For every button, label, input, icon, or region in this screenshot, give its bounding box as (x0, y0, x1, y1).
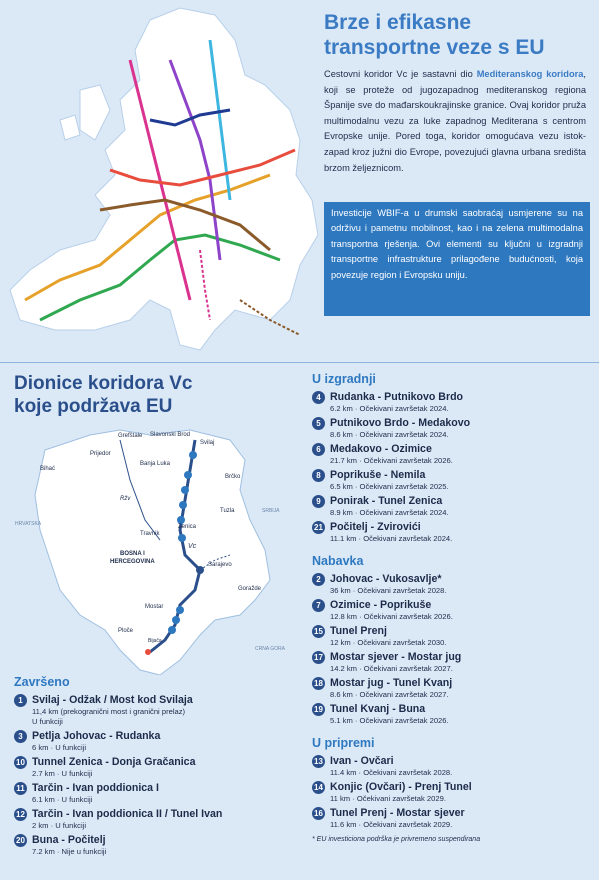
map-label-slavonski-brod: Slavonski Brod (150, 432, 191, 438)
segment-name: Putnikovo Brdo - Medakovo (330, 417, 471, 429)
segment-desc: 12.8 km · Očekivani završetak 2026. (330, 612, 453, 621)
segment-desc: 7.2 km · Nije u funkciji (32, 847, 107, 856)
segment-name: Ozimice - Poprikuše (330, 599, 432, 611)
segment-badge: 12 (14, 808, 27, 821)
segment-desc: 6.1 km · U funkciji (32, 795, 93, 804)
completed-column (14, 675, 314, 867)
list-item (312, 755, 592, 778)
page-title (324, 10, 584, 60)
map-label-ploce: Ploče (118, 628, 134, 634)
section-title-line-2: koje podržava EU (14, 396, 173, 417)
segment-badge: 15 (312, 625, 325, 638)
list-item (312, 573, 592, 596)
completed-section (14, 675, 314, 857)
segment-name: Rudanka - Putnikovo Brdo (330, 391, 464, 403)
segment-desc: 2 km · U funkciji (32, 821, 87, 830)
segment-badge: 5 (312, 417, 325, 430)
map-label-brcko: Brčko (225, 474, 241, 480)
list-item (312, 807, 592, 830)
segment-desc: 5.1 km · Očekivani završetak 2026. (330, 716, 449, 725)
intro-paragraph (324, 67, 586, 176)
segment-name: Ponirak - Tunel Zenica (330, 495, 443, 507)
segment-desc: 12 km · Očekivani završetak 2030. (330, 638, 447, 647)
section-title-line-1: Dionice koridora Vc (14, 373, 193, 394)
map-label-grefstale: Grefštale (118, 433, 143, 439)
segment-desc: 11.4 km · Očekivani završetak 2028. (330, 768, 453, 777)
in-construction-heading: U izgradnji (312, 372, 376, 386)
map-label-bijaca: Bijača (148, 638, 162, 644)
segment-badge: 20 (14, 834, 27, 847)
list-item (14, 834, 314, 857)
segment-badge: 17 (312, 651, 325, 664)
segment-badge: 11 (14, 782, 27, 795)
segment-badge: 18 (312, 677, 325, 690)
segment-name: Johovac - Vukosavlje* (330, 573, 442, 585)
procurement-heading: Nabavka (312, 554, 364, 568)
segment-name: Tunel Prenj - Mostar sjever (330, 807, 465, 819)
segment-badge: 14 (312, 781, 325, 794)
segment-badge: 3 (14, 730, 27, 743)
segment-badge: 4 (312, 391, 325, 404)
segment-name: Tunel Kvanj - Buna (330, 703, 426, 715)
map-label-srbija: SRBIJA (262, 508, 280, 514)
segment-badge: 10 (14, 756, 27, 769)
segment-desc: 11 km · Očekivani završetak 2029. (330, 794, 446, 803)
list-item (312, 677, 592, 700)
map-label-mostar: Mostar (145, 604, 164, 610)
list-item (312, 703, 592, 726)
segment-desc: 8.6 km · Očekivani završetak 2027. (330, 690, 449, 699)
in-construction-section (312, 372, 592, 544)
segment-name: Poprikuše - Nemila (330, 469, 426, 481)
section-title (14, 372, 294, 418)
segment-name: Počitelj - Zvirovići (330, 521, 421, 533)
segment-badge: 9 (312, 495, 325, 508)
title-line-1: Brze i efikasne (324, 11, 472, 34)
segment-name: Tunnel Zenica - Donja Gračanica (32, 756, 196, 768)
map-label-gorazde: Goražde (238, 586, 262, 592)
list-item (312, 521, 592, 544)
list-item (312, 417, 592, 440)
list-item (312, 599, 592, 622)
map-label-bihac: Bihać (40, 466, 56, 472)
map-label-tuzla: Tuzla (220, 508, 235, 514)
map-label-vc: Vc (188, 543, 197, 550)
completed-heading: Završeno (14, 675, 70, 689)
segment-desc: 14.2 km · Očekivani završetak 2027. (330, 664, 453, 673)
list-item (312, 781, 592, 804)
map-label-bih-2: HERCEGOVINA (110, 559, 155, 565)
list-item (14, 756, 314, 779)
segment-desc: 6.5 km · Očekivani završetak 2025. (330, 482, 449, 491)
map-label-travnik: Travnik (140, 531, 160, 537)
segment-name: Mostar jug - Tunel Kvanj (330, 677, 453, 689)
segment-name: Svilaj - Odžak / Most kod Svilaja (32, 694, 193, 706)
segment-desc: 11.6 km · Očekivani završetak 2029. (330, 820, 453, 829)
segment-desc: 36 km · Očekivani završetak 2028. (330, 586, 447, 595)
list-item (14, 694, 314, 727)
procurement-section (312, 554, 592, 726)
map-label-banja-luka: Banja Luka (140, 461, 171, 467)
segment-desc: 11.1 km · Očekivani završetak 2024. (330, 534, 453, 543)
map-label-hrvatska: HRVATSKA (15, 521, 42, 527)
bih-corridor-map (0, 420, 320, 675)
segment-desc: 21.7 km · Očekivani završetak 2026. (330, 456, 453, 465)
map-label-sarajevo: Sarajevo (208, 562, 232, 568)
list-item (14, 808, 314, 831)
mediterranean-corridor-link: Mediteranskog koridora (476, 69, 584, 79)
suspension-footnote: * EU investiciona podrška je privremeno suspendirana (312, 836, 481, 843)
segment-desc: 6.2 km · Očekivani završetak 2024. (330, 404, 449, 413)
segment-name: Tarčin - Ivan poddionica II / Tunel Ivan (32, 808, 223, 820)
segment-badge: 16 (312, 807, 325, 820)
segment-badge: 8 (312, 469, 325, 482)
segment-name: Buna - Počitelj (32, 834, 106, 846)
status-column (312, 372, 592, 853)
segment-name: Medakovo - Ozimice (330, 443, 432, 455)
preparation-section (312, 736, 592, 843)
segment-desc: 8.6 km · Očekivani završetak 2024. (330, 430, 449, 439)
map-label-rzv: Ržv (120, 496, 131, 502)
segment-name: Tunel Prenj (330, 625, 387, 637)
section-divider (0, 362, 599, 363)
wbif-info-box (324, 202, 590, 316)
map-label-crna-gora: CRNA GORA (255, 646, 286, 652)
preparation-heading: U pripremi (312, 736, 375, 750)
segment-badge: 19 (312, 703, 325, 716)
list-item (14, 730, 314, 753)
segment-name: Petlja Johovac - Rudanka (32, 730, 161, 742)
list-item (312, 651, 592, 674)
segment-status: U funkciji (32, 717, 63, 726)
segment-desc: 2.7 km · U funkciji (32, 769, 93, 778)
segment-badge: 21 (312, 521, 325, 534)
list-item (14, 782, 314, 805)
title-line-2: transportne veze s EU (324, 36, 545, 59)
segment-name: Ivan - Ovčari (330, 755, 394, 767)
eu-corridors-map (0, 0, 330, 362)
list-item (312, 469, 592, 492)
segment-badge: 7 (312, 599, 325, 612)
segment-name: Tarčin - Ivan poddionica I (32, 782, 159, 794)
segment-badge: 1 (14, 694, 27, 707)
map-label-zenica: Zenica (178, 524, 197, 530)
map-label-prijedor: Prijedor (90, 451, 111, 457)
segment-name: Mostar sjever - Mostar jug (330, 651, 462, 663)
intro-text-post: , koji se proteže od jugozapadnog mediteranskog regiona Španije sve do mađarskoukrajinske granice. Ovaj koridor pruža multimodalnu vezu za luke zapadnog Mediterana s centrom Evropske unije. Pored toga, koridor omogućava vezu istok-zapad kroz južni dio Evrope, povezujući glavna urbana središta brzom željeznicom. (324, 69, 587, 173)
segment-desc: 11,4 km (prekogranični most i granični prelaz) (32, 707, 186, 716)
list-item (312, 495, 592, 518)
intro-text-pre: Cestovni koridor Vc je sastavni dio (324, 69, 477, 79)
top-section (0, 0, 599, 362)
segment-name: Konjic (Ovčari) - Prenj Tunel (330, 781, 472, 793)
segment-desc: 6 km · U funkciji (32, 743, 87, 752)
segment-badge: 6 (312, 443, 325, 456)
list-item (312, 625, 592, 648)
list-item (312, 391, 592, 414)
segment-badge: 2 (312, 573, 325, 586)
map-label-bih-1: BOSNA I (120, 551, 145, 557)
map-label-svilaj: Svilaj (200, 440, 215, 446)
list-item (312, 443, 592, 466)
wbif-info-text: Investicije WBIF-a u drumski saobraćaj usmjerene su na održivu i pametnu mobilnost, kao i na zelena multimodalna transportna rješenja. Ovi elementi su ključni u izgradnji transportne infrastrukture prilagođene budućnosti, koja povezuje region i Evropsku uniju. (331, 208, 583, 280)
segment-desc: 8.9 km · Očekivani završetak 2024. (330, 508, 449, 517)
segment-badge: 13 (312, 755, 325, 768)
